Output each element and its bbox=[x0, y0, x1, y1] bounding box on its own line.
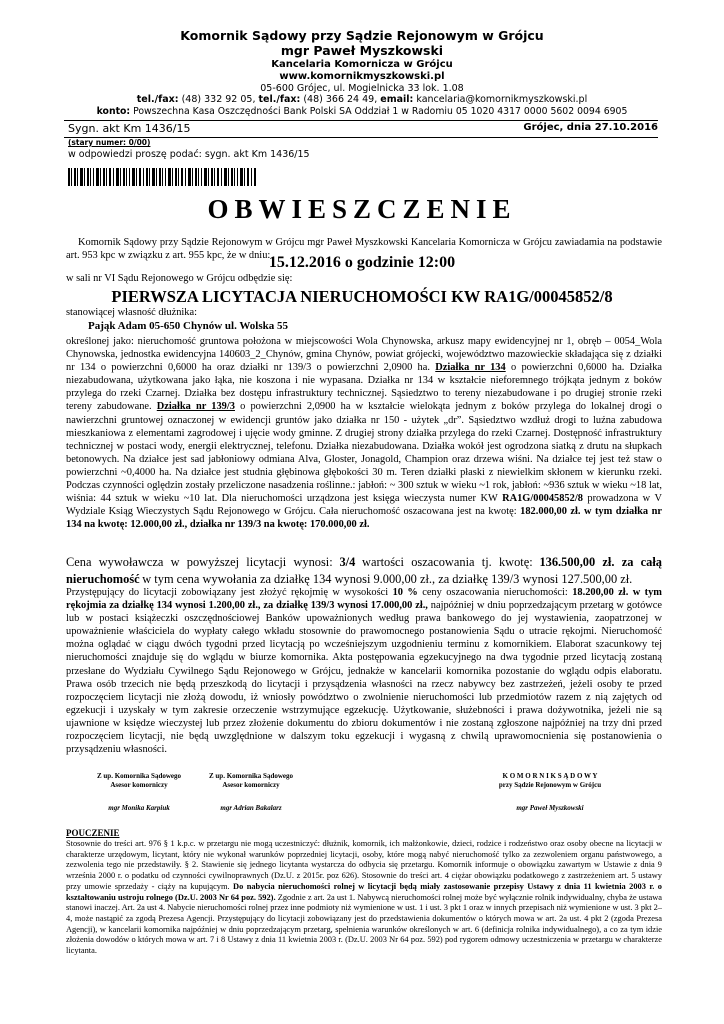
plot-139-label: Działka nr 139/3 bbox=[156, 401, 235, 413]
website: www.komornikmyszkowski.pl bbox=[279, 70, 445, 82]
case-divider bbox=[64, 137, 658, 138]
letterhead bbox=[0, 28, 724, 117]
signature-bakalarz: Z up. Komornika Sądowego Asesor komorniczy mgr Adrian Bakalarz bbox=[208, 772, 294, 812]
barcode bbox=[68, 168, 258, 190]
plot-134-label: Działka nr 134 bbox=[435, 362, 506, 374]
contact-line: tel./fax: (48) 332 92 05, tel./fax: (48) 366 24 49, email: kancelaria@komornikmyszkowski.pl bbox=[136, 94, 588, 106]
email: kancelaria@komornikmyszkowski.pl bbox=[416, 94, 588, 106]
starting-price: Cena wywoławcza w powyższej licytacji wynosi: 3/4 wartości oszacowania tj. kwotę: 136.500,00 zł. za całą nieruchomość w tym cena wywołania za działkę 134 wynosi 9.000,00 zł., za działkę 139/3 wynosi 127.500,00 zł. bbox=[66, 555, 662, 586]
intro-paragraph: Komornik Sądowy przy Sądzie Rejonowym w Grójcu mgr Paweł Myszkowski Kancelaria Komornicza w Grójcu zawiadamia na podstawie art. 953 kpc w związku z art. 955 kpc, że w dniu: bbox=[66, 237, 662, 262]
property-description: określonej jako: nieruchomość gruntowa położona w miejscowości Wola Chynowska, arkusz mapy ewidencyjnej nr 1, obręb – 0054_Wola Chynowska, jednostka ewidencyjna 140603_2_Chynów, gmina Chynów, powiat grójecki, województwo mazowieckie składająca się z działki nr 134 o powierzchni 0,6000 ha oraz działki nr 139/3 o powierzchni 2,0900 ha. Działka nr 134 o powierzchni 0,6000 ha. Działka niezabudowana, użytkowana jako łąka, nie koszona i nie wypasana. Działka nr 134 w kształcie nieforemnego trójkąta jednym z boków przylega do rzeki Czarnej. Działka bez dostępu infrastruktury technicznej. Sąsiedztwo to tereny niezabudowane i po drugiej stronie rzeki tereny zabudowane. Działka nr 139/3 o powierzchni 2,0900 ha w kształcie wielokąta jednym z boków przylega do lokalnej drogi o nawierzchni gruntowej oznaczonej w ewidencji gruntów jako działka nr 150 - użytek „dr”. Sąsiedztwo wzdłuż drogi to luźna zabudowa mieszkaniowa z elementami zagrodowej i ujęcie wody gminne. Z drugiej strony działka przylega do rzeki Czarnej. Dostępność infrastruktury technicznej w postaci wody, energii elektrycznej, telefonu. Działka niezabudowana. Działka wokół jest ogrodzona siatką z drutu na słupkach betonowych. Na działce jest sad jabłoniowy odmiana Alva, Gloster, Jonagold, Champion oraz drzewa wiśni. Na działce tej jest też staw o powierzchni ~0,4000 ha. Na działce jest studnia głębinowa głębokości 30 m. Teren działki płaski z niewielkim skłonem w kierunku rzeki. Podczas czynności oględzin zostały przeliczone nasadzenia roślinne.: jabłoń: ~ 300 sztuk w wieku ~1 rok, jabłoń: ~936 sztuk w wieku ~18 lat, wiśnia: 44 sztuk w wieku ~10 lat. Dla nieruchomości urządzona jest księga wieczysta numer KW RA1G/00045852/8 prowadzona w V Wydziale Ksiąg Wieczystych Sądu Rejonowego w Grójcu. Cała nieruchomość oszacowana jest na kwotę: 182.000,00 zł. w tym działka nr 134 na kwotę: 12.000,00 zł., działka nr 139/3 na kwotę: 170.000,00 zł. bbox=[66, 336, 662, 531]
document-title: OBWIESZCZENIE bbox=[207, 194, 517, 224]
address: 05-600 Grójec, ul. Mogielnicka 33 lok. 1.08 bbox=[260, 82, 464, 94]
reply-reference: w odpowiedzi proszę podać: sygn. akt Km 1436/15 bbox=[68, 149, 310, 160]
signature-karpiuk: Z up. Komornika Sądowego Asesor komorniczy mgr Monika Karpiuk bbox=[96, 772, 182, 812]
case-row bbox=[68, 122, 658, 135]
ownership-line: stanowiącej własność dłużnika: bbox=[66, 307, 197, 318]
office-name: Komornik Sądowy przy Sądzie Rejonowym w Grójcu bbox=[180, 28, 544, 43]
signature-bailiff: K O M O R N I K S Ą D O W Y przy Sądzie Rejonowym w Grójcu mgr Paweł Myszkowski bbox=[498, 772, 602, 812]
instruction-title: POUCZENIE bbox=[66, 828, 120, 838]
auction-title: PIERWSZA LICYTACJA NIERUCHOMOŚCI KW RA1G/00045852/8 bbox=[111, 287, 613, 306]
deposit-amount: 18.200,00 zł. w tym rękojmia za działkę 134 wynosi 1.200,00 zł., za działkę 139/3 wynosi 17.000,00 zł., bbox=[66, 587, 662, 612]
auction-date: 15.12.2016 o godzinie 12:00 bbox=[268, 254, 456, 271]
office-subtitle: Kancelaria Komornicza w Grójcu bbox=[271, 58, 453, 70]
old-number: (stary numer: 0/00) bbox=[68, 138, 151, 147]
land-register-number: RA1G/00045852/8 bbox=[502, 493, 583, 505]
officer-name: mgr Paweł Myszkowski bbox=[280, 43, 444, 59]
deposit-terms: Przystępujący do licytacji zobowiązany jest złożyć rękojmię w wysokości 10 % ceny oszacowania nieruchomości: 18.200,00 zł. w tym rękojmia za działkę 134 wynosi 1.200,00 zł., za działkę 139/3 wynosi 17.000,00 zł., najpóźniej w dniu poprzedzającym przetarg w gotówce lub w postaci książeczki oszczędnościowej Banków upoważnionych według prawa bankowego do jej wystawienia, zaopatrzonej w upoważnienie właściciela do wypłaty całego wkładu stosownie do prawomocnego postanowienia Sądu o utracie rękojmi. Nieruchomość można oglądać w ciągu dwóch tygodni przed licytacją po wcześniejszym uzgodnieniu terminu z komornikiem. Elaborat szacunkowy tej nieruchomości znajduje się do wglądu w biurze komornika. Akta postępowania egzekucyjnego na dwa tygodnie przed licytacją zostaną przesłane do Wydziału Cywilnego Sądu Rejonowego w Grójcu, jednakże w kancelarii komornika pozostanie do wglądu odpis elaboratu. Prawa osób trzecich nie będą przeszkodą do licytacji i przysądzenia własności na rzecz nabywcy bez zastrzeżeń, jeżeli osoby te przed rozpoczęciem licytacji nie złożą dowodu, iż wniosły powództwo o zwolnienie nieruchomości lub przedmiotów razem z nią zajętych od egzekucji i uzyskały w tym zakresie orzeczenie wstrzymujące egzekucję. Użytkowanie, służebności i prawa dożywotnika, jeżeli nie są ujawnione w księdze wieczystej lub przez złożenie dokumentu do zbioru dokumentów i nie zostaną zgłoszone najpóźniej na trzy dni przed rozpoczęciem licytacji, nie będą uwzględnione w dalszym toku egzekucji i wygasną z chwilą uprawomocnienia się postanowienia o przysądzeniu własności. bbox=[66, 587, 662, 756]
bank-account: konto: Powszechna Kasa Oszczędności Bank Polski SA Oddział 1 w Radomiu 05 1020 4317 0000 5602 0094 6905 bbox=[96, 106, 628, 118]
issue-date: Grójec, dnia 27.10.2016 bbox=[523, 122, 658, 133]
valuation-amount: 182.000,00 zł. w tym działka nr 134 na kwotę: 12.000,00 zł., działka nr 139/3 na kwotę: 170.000,00 zł. bbox=[66, 506, 662, 531]
venue-line: w sali nr VI Sądu Rejonowego w Grójcu odbędzie się: bbox=[66, 273, 293, 284]
debtor-name: Pająk Adam 05-650 Chynów ul. Wolska 55 bbox=[88, 320, 288, 332]
case-number: Sygn. akt Km 1436/15 bbox=[68, 122, 191, 135]
instruction-text: Stosownie do treści art. 976 § 1 k.p.c. w przetargu nie mogą uczestniczyć: dłużnik, komornik, ich małżonkowie, dzieci, rodzice i rodzeństwo oraz osoby obecne na licytacji w charakterze urzędowym, licytant, który nie wykonał warunków poprzedniej licytacji, osoby, które mogą nabyć nieruchomość tylko za zezwoleniem organu państwowego, a zezwolenia tego nie przedstawiły. § 2. Stawienie się jednego licytanta wystarcza do odbycia się przetargu. Komornik informuje o obowiązku zawartym w Ustawie z dnia 9 września 2000 r. o podatku od czynności cywilnoprawnych (Dz.U. z 2015r. poz 626). Stosownie do treści art. 4 ciężar obowiązku podatkowego z zastrzeżeniem art. 5 ustawy przy umowie sprzedaży - ciąży na kupującym. Do nabycia nieruchomości rolnej w licytacji będą miały zastosowanie przepisy Ustawy z dnia 11 kwietnia 2003 r. o kształtowaniu ustroju rolnego (Dz.U. 2003 Nr 64 poz. 592). Zgodnie z art. 2a ust 1. Nabywcą nieruchomości rolnej może być wyłącznie rolnik indywidualny, chyba że ustawa stanowi inaczej. Art. 2a ust 4. Nabycie nieruchomości rolnej przez inne podmioty niż wymienione w ust. 1 i ust. 3 pkt 1 oraz w innych przepisach niż wymienione w ust. 3 pkt 2–4, może nastąpić za zgodą Prezesa Agencji. Przystępujący do licytacji zobowiązany jest do przedstawienia dokumentów o których mowa w art. 2a ust. 4 pkt 2 (zgoda Prezesa Agencji), w kancelarii komornika najpóźniej w dniu poprzedzającym przetarg, spełnienia warunków określonych w art. 6 (definicja rolnika indywidualnego), a co za tym idzie złożenia dowodów o których mowa w art. 7 i 8 Ustawy z dnia 11 kwietnia 2003 r. (Dz.U. 2003 Nr 64 poz. 592) pod rygorem odmowy uczestniczenia w przetargu w charakterze licytanta. bbox=[66, 839, 663, 956]
starting-price-amount: 136.500,00 zł. za całą nieruchomość bbox=[66, 555, 662, 586]
header-divider bbox=[64, 120, 658, 121]
